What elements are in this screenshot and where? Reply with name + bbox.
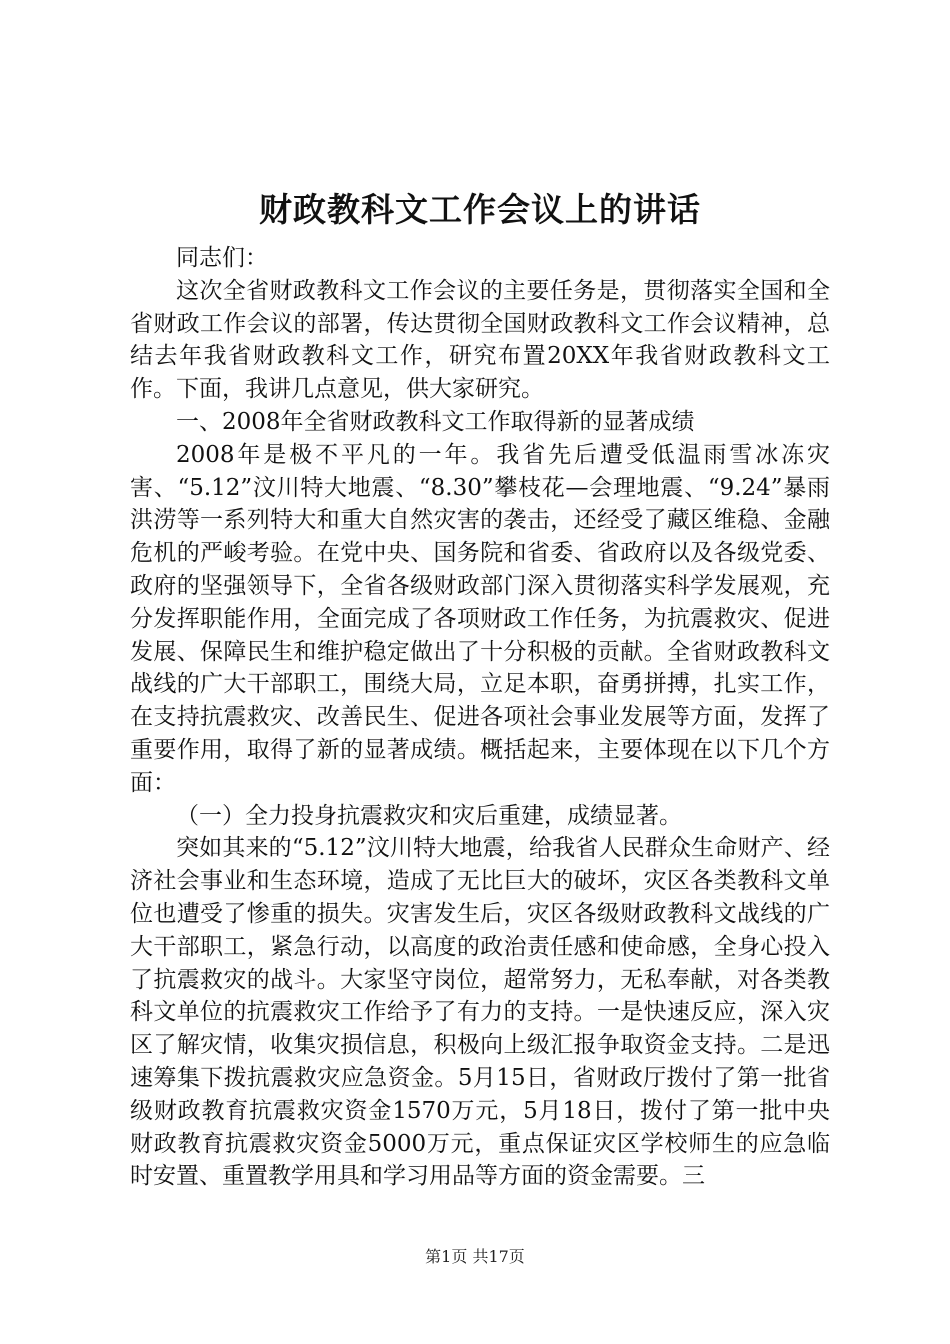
section-heading-1: 一、2008年全省财政教科文工作取得新的显著成绩 <box>176 408 695 435</box>
paragraph-2008-summary: 2008年是极不平凡的一年。我省先后遭受低温雨雪冰冻灾害、“5.12”汶川特大地震、“8.30”攀枝花—会理地震、“9.24”暴雨洪涝等一系列特大和重大自然灾害的袭击，还经受了藏区维稳、金融危机的严峻考验。在党中央、国务院和省委、省政府以及各级党委、政府的坚强领导下，全省各级财政部门深入贯彻落实科学发展观，充分发挥职能作用，全面完成了各项财政工作任务，为抗震救灾、促进发展、保障民生和维护稳定做出了十分积极的贡献。全省财政教科文战线的广大干部职工，围绕大局，立足本职，奋勇拼搏，扎实工作，在支持抗震救灾、改善民生、促进各项社会事业发展等方面，发挥了重要作用，取得了新的显著成绩。概括起来，主要体现在以下几个方面： <box>130 441 830 796</box>
document-title: 财政教科文工作会议上的讲话 <box>259 190 701 229</box>
document-page <box>130 178 830 1193</box>
paragraph-earthquake-relief: 突如其来的“5.12”汶川特大地震，给我省人民群众生命财产、经济社会事业和生态环境，造成了无比巨大的破坏，灾区各类教科文单位也遭受了惨重的损失。灾害发生后，灾区各级财政教科文战线的广大干部职工，紧急行动，以高度的政治责任感和使命感，全身心投入了抗震救灾的战斗。大家坚守岗位，超常努力，无私奉献，对各类教科文单位的抗震救灾工作给予了有力的支持。一是快速反应，深入灾区了解灾情，收集灾损信息，积极向上级汇报争取资金支持。二是迅速筹集下拨抗震救灾应急资金。5月15日，省财政厅拨付了第一批省级财政教育抗震救灾资金1570万元，5月18日，拨付了第一批中央财政教育抗震救灾资金5000万元，重点保证灾区学校师生的应急临时安置、重置教学用具和学习用品等方面的资金需要。三 <box>130 835 830 1190</box>
salutation: 同志们： <box>176 245 268 271</box>
paragraph-intro: 这次全省财政教科文工作会议的主要任务是，贯彻落实全国和全省财政工作会议的部署，传达贯彻全国财政教科文工作会议精神，总结去年我省财政教科文工作，研究布置20XX年我省财政教科文工作。下面，我讲几点意见，供大家研究。 <box>130 277 830 403</box>
page-number-footer: 第1页 共17页 <box>425 1247 525 1266</box>
subsection-heading-1: （一）全力投身抗震救灾和灾后重建，成绩显著。 <box>176 802 682 829</box>
document-body <box>130 242 830 1193</box>
